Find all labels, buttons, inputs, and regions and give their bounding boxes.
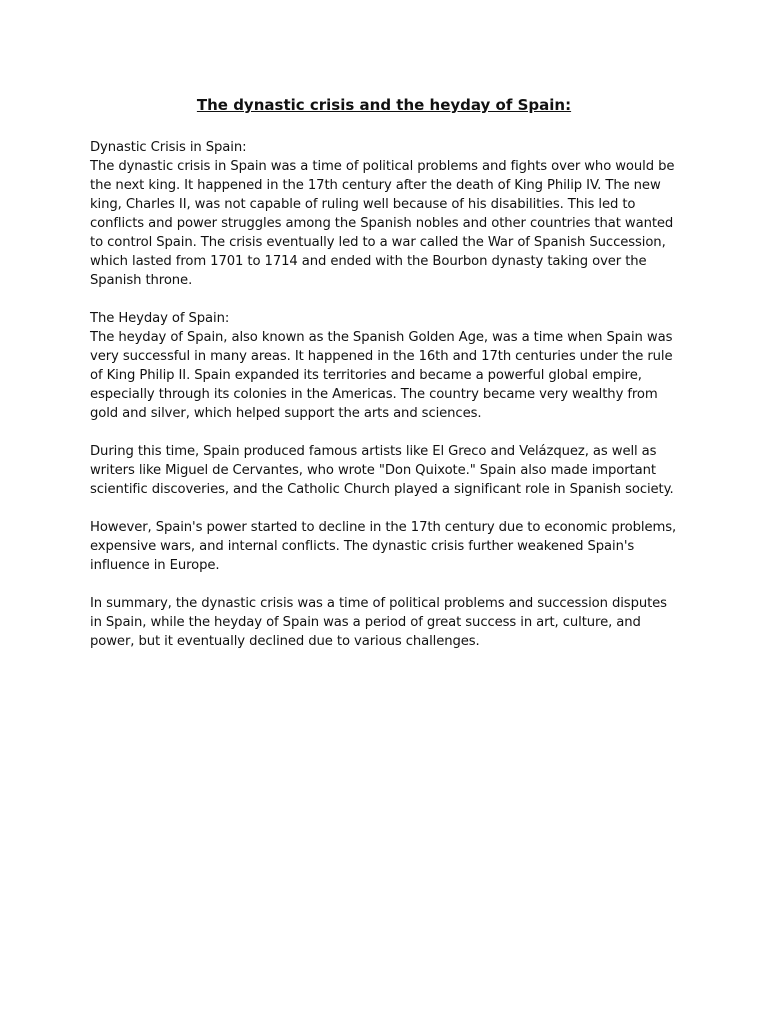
- section-heyday: [90, 309, 680, 423]
- document-body: [90, 138, 680, 670]
- paragraph-summary: In summary, the dynastic crisis was a time of political problems and succession disputes in Spain, while the heyday of Spain was a period of great success in art, culture, and power, but it eventually declined due to various challenges.: [90, 596, 667, 649]
- paragraph-decline: However, Spain's power started to decline in the 17th century due to economic problems, expensive wars, and internal conflicts. The dynastic crisis further weakened Spain's influence in Europe.: [90, 520, 677, 573]
- paragraph-golden-age-culture: During this time, Spain produced famous artists like El Greco and Velázquez, as well as writers like Miguel de Cervantes, who wrote "Don Quixote." Spain also made important scientific discoveries, and the Catholic Church played a significant role in Spanish society.: [90, 444, 674, 497]
- section-dynastic-crisis: [90, 138, 680, 290]
- section-heading: Dynastic Crisis in Spain:: [90, 140, 247, 155]
- section-heading: The Heyday of Spain:: [90, 311, 230, 326]
- document-title: The dynastic crisis and the heyday of Spain:: [196, 96, 572, 114]
- section-text: The heyday of Spain, also known as the Spanish Golden Age, was a time when Spain was very successful in many areas. It happened in the 16th and 17th centuries under the rule of King Philip II. Spain expanded its territories and became a powerful global empire, especially through its colonies in the Americas. The country became very wealthy from gold and silver, which helped support the arts and sciences.: [90, 330, 673, 421]
- section-text: The dynastic crisis in Spain was a time of political problems and fights over who would be the next king. It happened in the 17th century after the death of King Philip IV. The new king, Charles II, was not capable of ruling well because of his disabilities. This led to conflicts and power struggles among the Spanish nobles and other countries that wanted to control Spain. The crisis eventually led to a war called the War of Spanish Succession, which lasted from 1701 to 1714 and ended with the Bourbon dynasty taking over the Spanish throne.: [90, 159, 675, 288]
